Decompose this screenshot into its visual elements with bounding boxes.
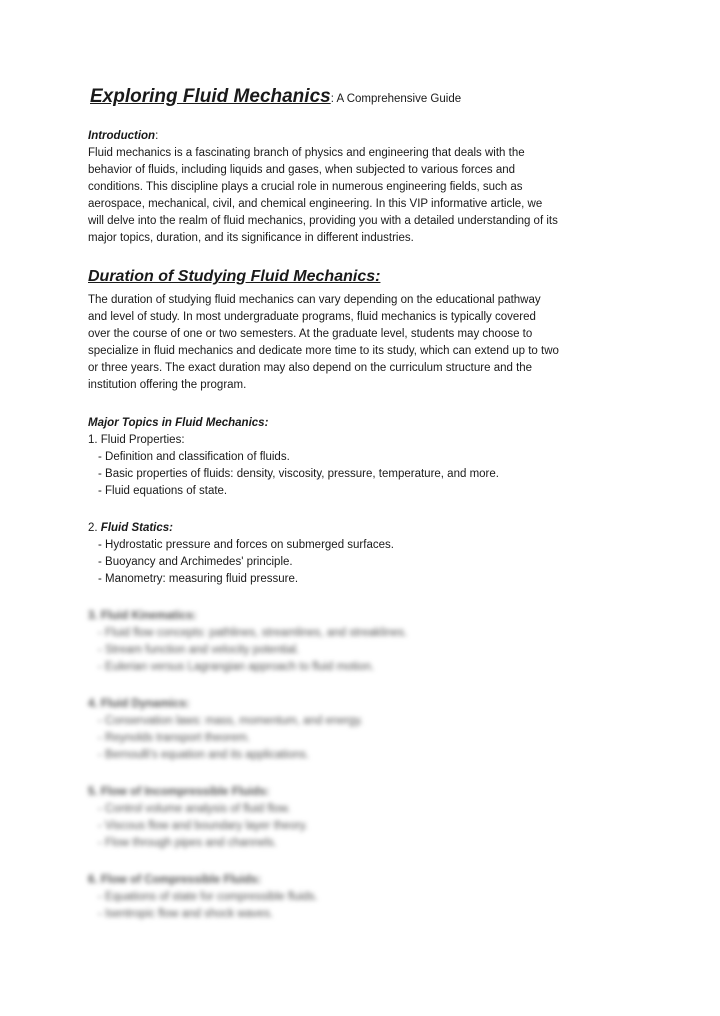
paragraph-line: major topics, duration, and its significance in different industries. xyxy=(88,232,414,244)
paragraph-line: aerospace, mechanical, civil, and chemical engineering. In this VIP informative article, we xyxy=(88,198,543,210)
topic-item: - Control volume analysis of fluid flow. xyxy=(98,803,291,815)
paragraph-line: or three years. The exact duration may also depend on the curriculum structure and the xyxy=(88,362,533,374)
blurred-topic-section xyxy=(88,696,648,764)
introduction-colon: : xyxy=(155,130,159,142)
paragraph-line: over the course of one or two semesters. At the graduate level, students may choose to xyxy=(88,328,533,340)
document-title xyxy=(90,86,461,108)
topic-title: 3. Fluid Kinematics: xyxy=(88,610,197,622)
topic-title: 1. Fluid Properties: xyxy=(88,434,185,446)
topic-item: - Fluid equations of state. xyxy=(98,485,228,497)
major-topics-section xyxy=(88,415,648,500)
paragraph-line: behavior of fluids, including liquids and gases, when subjected to various forces and xyxy=(88,164,516,176)
paragraph-line: The duration of studying fluid mechanics can vary depending on the educational pathway xyxy=(88,294,541,306)
major-topics-heading: Major Topics in Fluid Mechanics: xyxy=(88,417,269,429)
topic-item: - Eulerian versus Lagrangian approach to fluid motion. xyxy=(98,661,375,673)
blurred-topic-section xyxy=(88,608,648,676)
topic-item: - Stream function and velocity potential. xyxy=(98,644,300,656)
paragraph-line: and level of study. In most undergraduate programs, fluid mechanics is typically covered xyxy=(88,311,536,323)
topic-item: - Bernoulli's equation and its applications. xyxy=(98,749,310,761)
topic-item: - Flow through pipes and channels. xyxy=(98,837,277,849)
paragraph-line: specialize in fluid mechanics and dedicate more time to its study, which can extend up to two xyxy=(88,345,559,357)
topic-item: - Conservation laws: mass, momentum, and energy. xyxy=(98,715,364,727)
topic-item: - Basic properties of fluids: density, viscosity, pressure, temperature, and more. xyxy=(98,468,499,480)
blurred-topic-section xyxy=(88,784,648,852)
title-main: Exploring Fluid Mechanics xyxy=(90,86,331,107)
topic-item: - Hydrostatic pressure and forces on submerged surfaces. xyxy=(98,539,394,551)
paragraph-line: will delve into the realm of fluid mechanics, providing you with a detailed understanding of its xyxy=(88,215,558,227)
introduction-label: Introduction xyxy=(88,130,156,142)
paragraph-line: institution offering the program. xyxy=(88,379,247,391)
topic-title xyxy=(88,520,648,537)
topic-item: - Definition and classification of fluids. xyxy=(98,451,290,463)
topic-title: 4. Fluid Dynamics: xyxy=(88,698,190,710)
topic-item: - Fluid flow concepts: pathlines, streamlines, and streaklines. xyxy=(98,627,408,639)
topic-item: - Buoyancy and Archimedes' principle. xyxy=(98,556,293,568)
topic-title-text: Fluid Statics: xyxy=(100,522,173,534)
fluid-statics-section xyxy=(88,520,648,588)
introduction-heading xyxy=(88,128,648,145)
title-subtitle: : A Comprehensive Guide xyxy=(330,93,462,105)
introduction-section xyxy=(88,128,648,247)
topic-title: 6. Flow of Compressible Fluids: xyxy=(88,874,262,886)
paragraph-line: Fluid mechanics is a fascinating branch of physics and engineering that deals with the xyxy=(88,147,525,159)
topic-number: 2. xyxy=(88,522,101,534)
topic-item: - Isentropic flow and shock waves. xyxy=(98,908,274,920)
topic-item: - Reynolds transport theorem. xyxy=(98,732,251,744)
blurred-topic-section xyxy=(88,872,648,923)
topic-item: - Manometry: measuring fluid pressure. xyxy=(98,573,299,585)
duration-heading: Duration of Studying Fluid Mechanics: xyxy=(88,268,381,285)
topic-title: 5. Flow of Incompressible Fluids: xyxy=(88,786,270,798)
topic-item: - Equations of state for compressible fluids. xyxy=(98,891,318,903)
duration-paragraph xyxy=(88,292,648,394)
topic-item: - Viscous flow and boundary layer theory. xyxy=(98,820,308,832)
paragraph-line: conditions. This discipline plays a crucial role in numerous engineering fields, such as xyxy=(88,181,523,193)
